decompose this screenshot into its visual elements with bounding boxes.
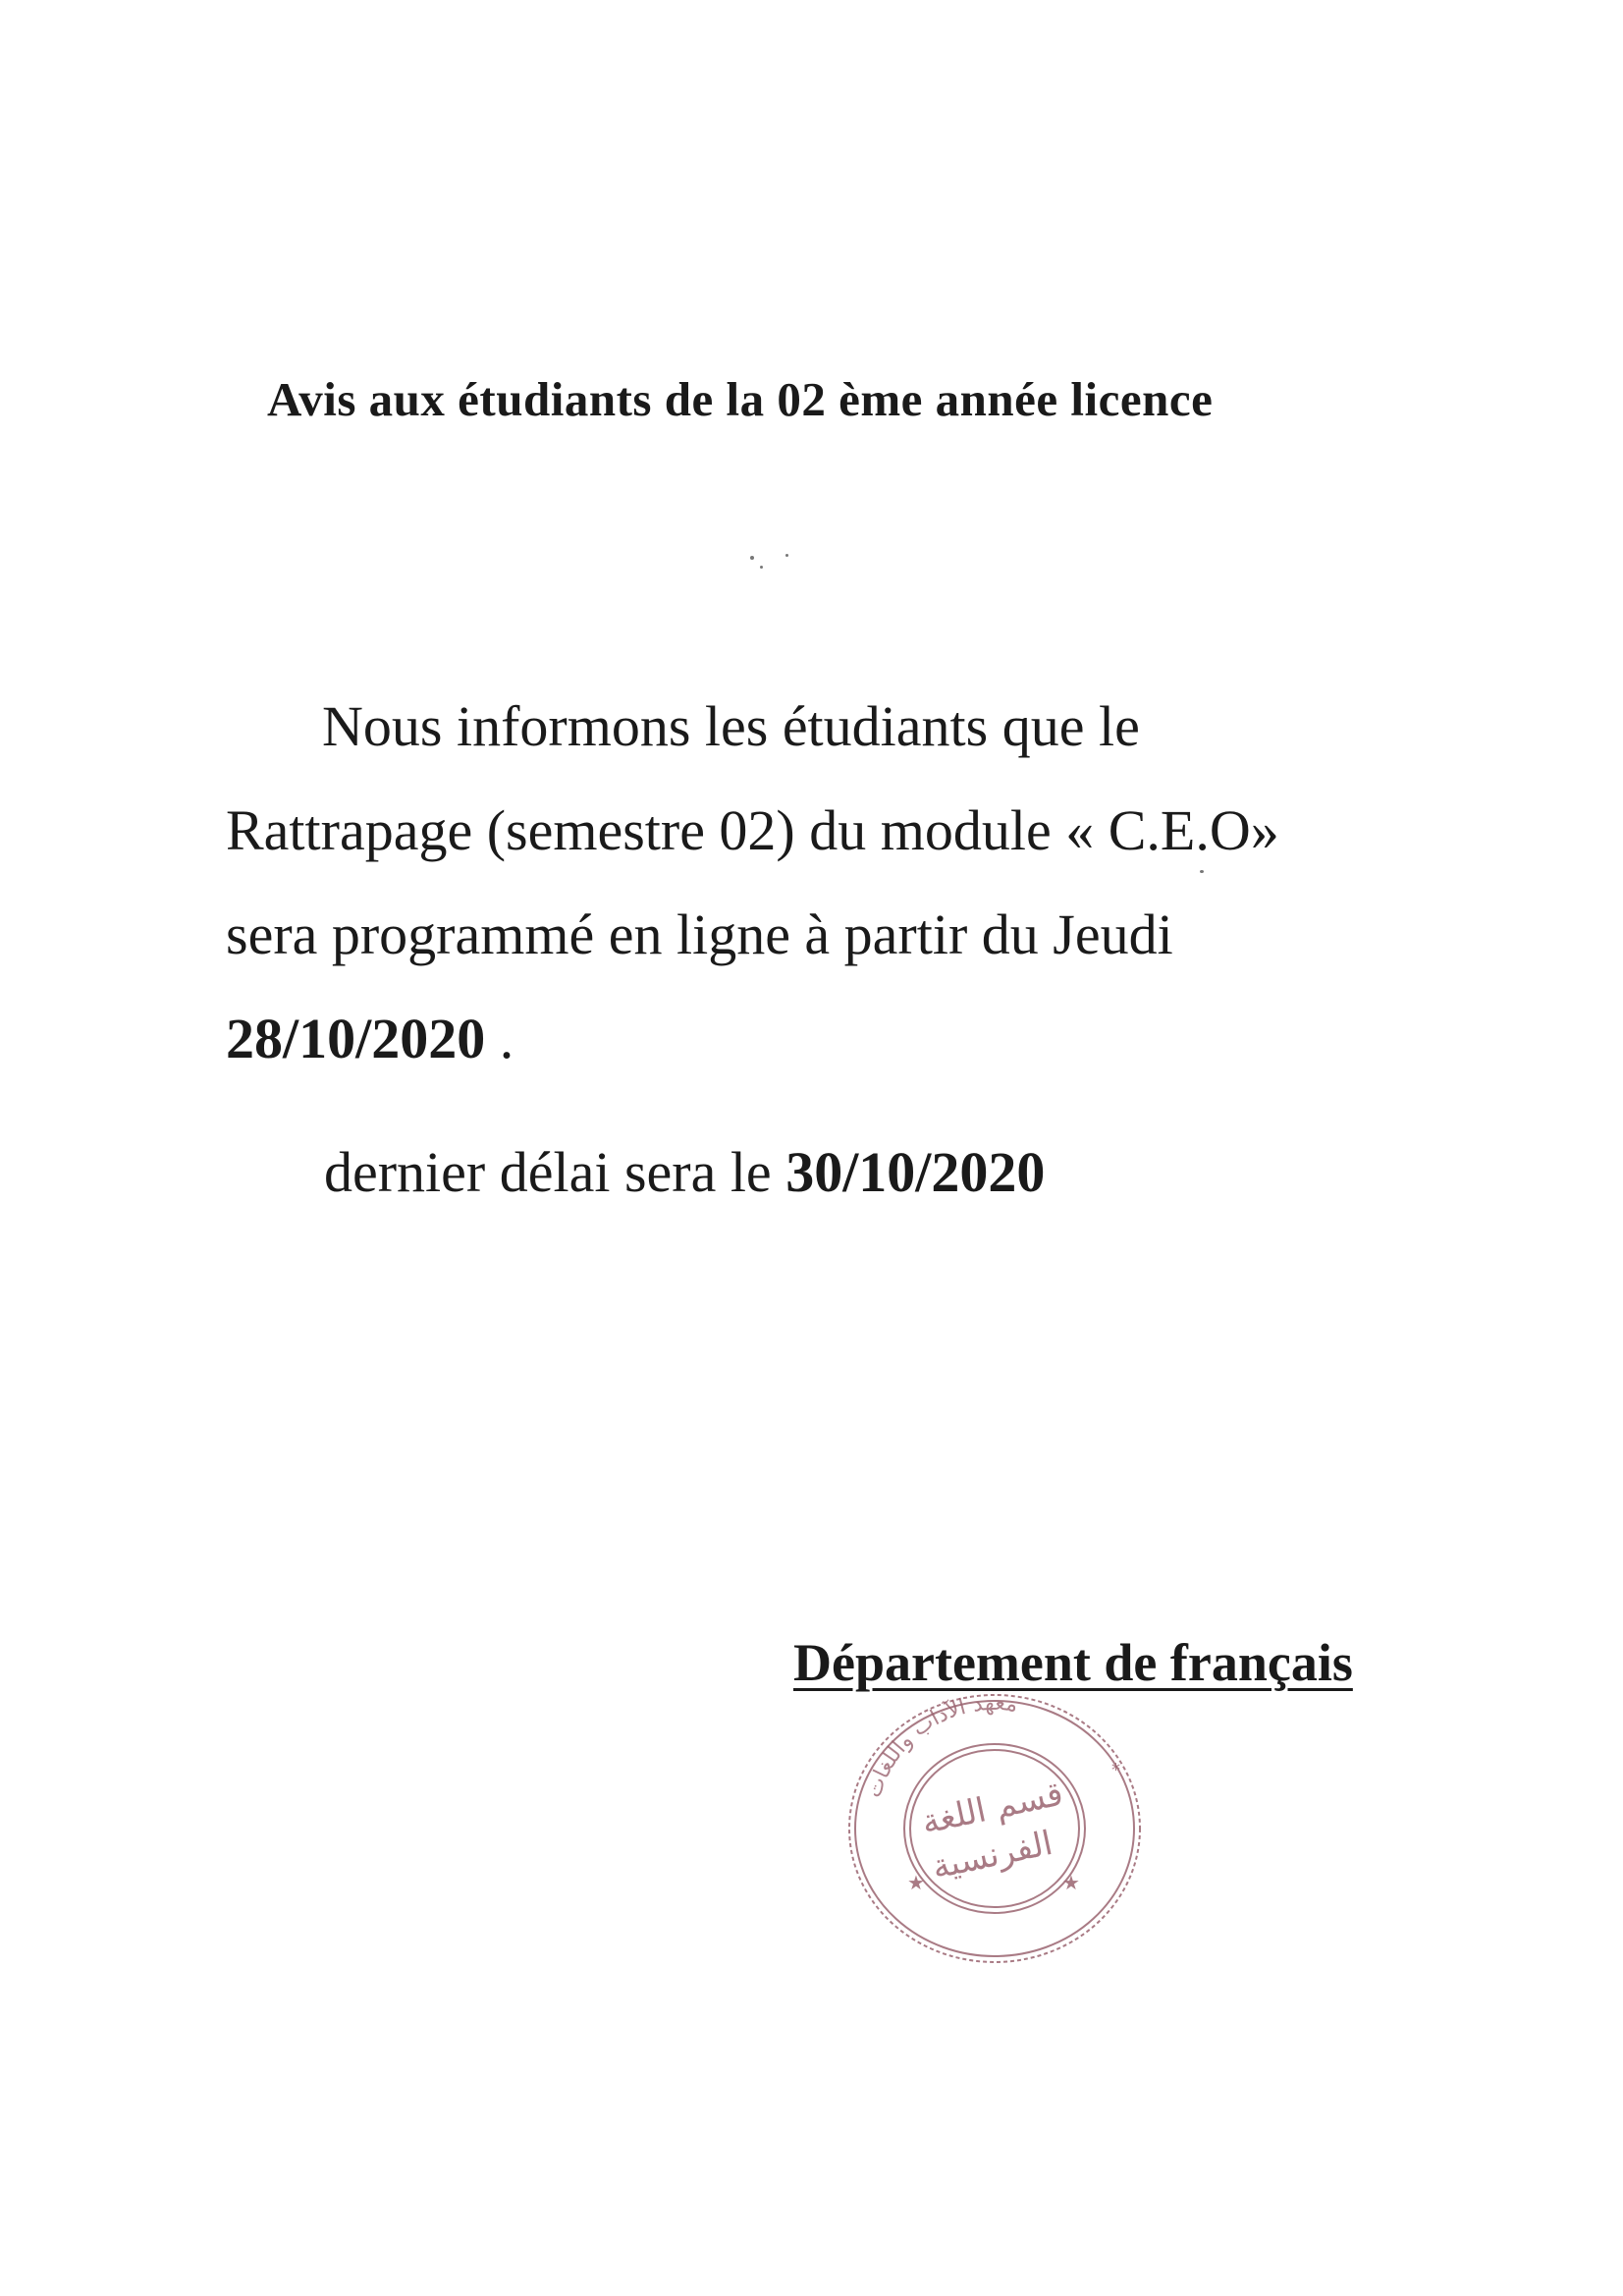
paragraph-line-4 <box>226 1006 514 1071</box>
start-date: 28/10/2020 <box>226 1007 486 1070</box>
deadline-line <box>324 1139 1045 1205</box>
deadline-prefix: dernier délai sera le <box>324 1140 786 1204</box>
start-date-suffix: . <box>485 1007 514 1070</box>
paragraph-line-3: sera programmé en ligne à partir du Jeudi <box>226 902 1173 966</box>
scan-speck <box>750 556 754 560</box>
stamp-outer-text: معهد الآداب واللغات <box>861 1690 1020 1801</box>
notice-title: Avis aux étudiants de la 02 ème année licence <box>267 372 1214 426</box>
scan-speck <box>785 554 788 557</box>
paragraph-line-2: Rattrapage (semestre 02) du module « C.E.O» <box>226 798 1279 862</box>
department-stamp-icon <box>817 1681 1172 1976</box>
signature-department: Département de français <box>793 1633 1353 1692</box>
svg-text:*: * <box>1111 1760 1120 1780</box>
stamp-inner-text-2: الفرنسية <box>928 1823 1056 1887</box>
svg-text:★: ★ <box>1062 1871 1080 1894</box>
svg-text:★: ★ <box>907 1871 925 1894</box>
scan-speck <box>1200 870 1204 873</box>
scan-speck <box>760 566 763 569</box>
deadline-date: 30/10/2020 <box>785 1140 1046 1204</box>
paragraph-line-1: Nous informons les étudiants que le <box>322 694 1140 758</box>
stamp-inner-text-1: قسم اللغة <box>918 1774 1067 1842</box>
